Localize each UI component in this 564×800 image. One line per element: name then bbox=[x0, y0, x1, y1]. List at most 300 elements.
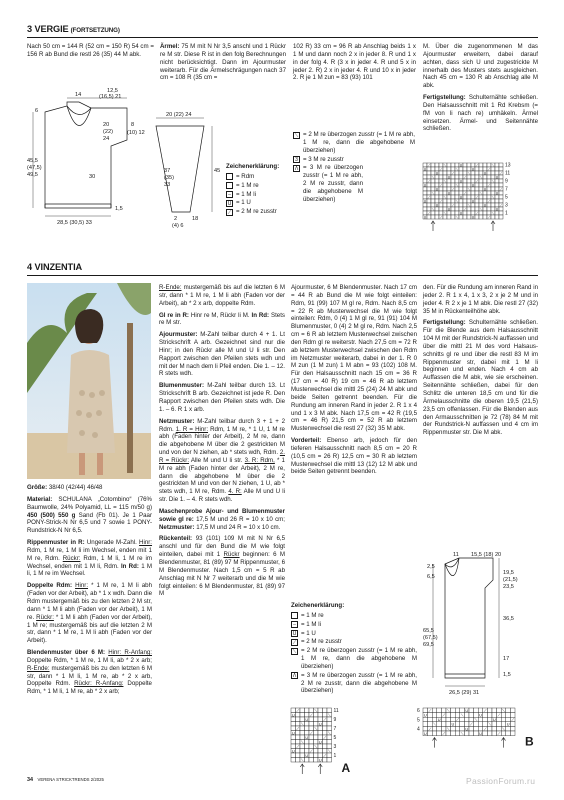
chart-cell bbox=[491, 207, 495, 211]
chart-symbol: U bbox=[318, 722, 322, 727]
chart-symbol: ⟍ bbox=[467, 203, 471, 208]
chart-cell bbox=[479, 179, 483, 183]
chart-cell bbox=[300, 744, 305, 749]
chart-cell bbox=[455, 187, 459, 191]
chart-cell bbox=[435, 183, 439, 187]
chart-cell bbox=[447, 195, 451, 199]
dim-left-h: 45,5 bbox=[27, 158, 38, 164]
dim-right-b: 17 bbox=[503, 656, 510, 662]
chart-symbol: ⟋ bbox=[428, 707, 432, 713]
chart-symbol: U bbox=[423, 730, 427, 736]
chart-symbol: ⟍ bbox=[474, 717, 478, 723]
chart-cell bbox=[491, 199, 495, 203]
chart-cell bbox=[475, 203, 479, 207]
chart-cell bbox=[506, 713, 511, 718]
chart-row-label: 6 bbox=[417, 708, 420, 715]
sleeve-top: 20 (22) 24 bbox=[166, 112, 192, 118]
chart-cell bbox=[431, 203, 435, 207]
knit-symbol-icon bbox=[291, 612, 298, 619]
chart-cell bbox=[471, 163, 475, 167]
chart-cell bbox=[435, 199, 439, 203]
chart-row-label: 1 bbox=[505, 210, 508, 217]
chart-cell bbox=[318, 753, 323, 758]
page-footer bbox=[27, 776, 104, 785]
chart-cell bbox=[455, 731, 460, 736]
repeat-arrow-icon bbox=[433, 738, 437, 748]
chart-cell bbox=[318, 717, 323, 722]
chart-symbol: ⟋ bbox=[463, 207, 467, 212]
chart-symbol: U bbox=[492, 717, 496, 723]
chart-cell bbox=[463, 171, 467, 175]
chart-cell bbox=[479, 211, 483, 215]
chart-cell bbox=[296, 740, 301, 745]
chart-cell bbox=[432, 731, 437, 736]
chart-cell bbox=[323, 744, 328, 749]
chart-symbol: ⟍ bbox=[460, 730, 464, 736]
chart-cell bbox=[463, 179, 467, 183]
chart-cell bbox=[483, 215, 487, 219]
chart-symbol: ⟍ bbox=[446, 707, 450, 713]
chart-cell bbox=[296, 722, 301, 727]
chart-cell bbox=[432, 713, 437, 718]
chart-cell bbox=[431, 167, 435, 171]
chart-cell bbox=[487, 211, 491, 215]
chart-cell bbox=[463, 187, 467, 191]
repeat-arrow-icon bbox=[431, 221, 435, 231]
chart-cell bbox=[474, 722, 479, 727]
chart-cell bbox=[463, 183, 467, 187]
chart-cell bbox=[432, 708, 437, 713]
repeat-arrow-icon bbox=[502, 738, 506, 748]
chart-cell bbox=[432, 726, 437, 731]
chart-symbol: ⟋ bbox=[499, 171, 503, 176]
dim-right-c: 1,5 bbox=[503, 672, 511, 678]
chart-cell bbox=[464, 713, 469, 718]
chart-symbol: U bbox=[451, 721, 455, 727]
dim-mid-a2: (22) bbox=[103, 129, 113, 135]
chart-cell bbox=[291, 744, 296, 749]
chart-cell bbox=[467, 191, 471, 195]
chart-cell bbox=[431, 187, 435, 191]
chart-cell bbox=[478, 722, 483, 727]
chart-cell bbox=[495, 215, 499, 219]
chart-cell bbox=[296, 713, 301, 718]
chart-cell bbox=[499, 163, 503, 167]
chart-cell bbox=[475, 175, 479, 179]
yarn-over-symbol-icon: U bbox=[227, 200, 232, 207]
chart-cell bbox=[318, 726, 323, 731]
chart-symbol: U bbox=[291, 713, 295, 718]
chart-cell bbox=[439, 195, 443, 199]
chart-cell bbox=[451, 179, 455, 183]
dim-left-b: 6,5 bbox=[427, 574, 435, 580]
chart-cell bbox=[463, 199, 467, 203]
chart-cell bbox=[492, 731, 497, 736]
chart-cell bbox=[435, 163, 439, 167]
chart-cell bbox=[495, 199, 499, 203]
chart-cell bbox=[296, 717, 301, 722]
purl-symbol-icon: – bbox=[226, 191, 233, 198]
chart-cell bbox=[463, 167, 467, 171]
chart-symbol: U bbox=[506, 721, 510, 727]
chart-cell bbox=[459, 183, 463, 187]
chart-symbol: ⟍ bbox=[314, 708, 318, 713]
chart-cell bbox=[447, 215, 451, 219]
chart-cell bbox=[455, 708, 460, 713]
chart-cell bbox=[291, 740, 296, 745]
chart-cell bbox=[447, 187, 451, 191]
chart-cell bbox=[479, 183, 483, 187]
chart-cell bbox=[487, 175, 491, 179]
chart-symbol: ⟋ bbox=[456, 717, 459, 723]
chart-cell bbox=[428, 731, 433, 736]
chart-symbol: U bbox=[459, 163, 463, 168]
chart-cell bbox=[291, 753, 296, 758]
sleeve-right: 45 bbox=[214, 168, 221, 174]
chart-cell bbox=[435, 215, 439, 219]
chart-cell bbox=[451, 211, 455, 215]
chart-symbol: ⟍ bbox=[300, 740, 304, 745]
chart-symbol: ⟍ bbox=[300, 722, 304, 727]
chart-cell bbox=[469, 708, 474, 713]
chart-cell bbox=[439, 179, 443, 183]
chart-cell bbox=[439, 191, 443, 195]
chart-cell bbox=[437, 708, 442, 713]
chart-cell bbox=[300, 708, 305, 713]
dim-left-a: 2,5 bbox=[427, 564, 435, 570]
chart-cell bbox=[459, 207, 463, 211]
chart-cell bbox=[510, 708, 515, 713]
chart-symbol: U bbox=[459, 211, 463, 216]
chart-cell bbox=[439, 207, 443, 211]
chart-symbol: ⟋ bbox=[439, 215, 443, 220]
chart-symbol: U bbox=[471, 199, 475, 204]
chart-symbol: ⟋ bbox=[511, 717, 515, 723]
chart-cell bbox=[439, 171, 443, 175]
chart-cell bbox=[309, 744, 314, 749]
chart-cell bbox=[427, 199, 431, 203]
chart-cell bbox=[469, 726, 474, 731]
chart-cell bbox=[443, 183, 447, 187]
chart-symbol: ⟍ bbox=[467, 187, 471, 192]
dim-mid-b: 8 bbox=[131, 122, 135, 128]
chart-cell bbox=[471, 187, 475, 191]
chart-symbol: ⟋ bbox=[469, 721, 473, 727]
chart-cell bbox=[499, 195, 503, 199]
chart-cell bbox=[499, 183, 503, 187]
chart-symbol: U bbox=[459, 195, 463, 200]
sleeve-h2: (35) bbox=[164, 175, 174, 181]
chart-symbol: ⟍ bbox=[467, 171, 471, 176]
chart-cell bbox=[309, 708, 314, 713]
chart-cell bbox=[506, 726, 511, 731]
chart-cell bbox=[506, 731, 511, 736]
chart-cell bbox=[464, 717, 469, 722]
chart-cell bbox=[475, 215, 479, 219]
dim-top-b: 12,5 bbox=[107, 88, 118, 94]
chart-cell bbox=[435, 179, 439, 183]
chart-cell bbox=[487, 195, 491, 199]
chart-cell bbox=[467, 207, 471, 211]
chart-cell bbox=[467, 183, 471, 187]
magazine-name: VERENA STRICKTRENDS 2/2025 bbox=[37, 777, 104, 782]
chart-cell bbox=[305, 744, 310, 749]
chart-cell bbox=[427, 175, 431, 179]
chart-cell bbox=[471, 175, 475, 179]
chart-cell bbox=[467, 163, 471, 167]
chart-symbol: ⟋ bbox=[451, 171, 455, 176]
vergie-sleeve-schematic bbox=[150, 112, 220, 230]
chart-cell bbox=[463, 163, 467, 167]
chart-symbol: ⟍ bbox=[446, 726, 450, 732]
chart-symbol: ⟋ bbox=[323, 735, 327, 740]
chart-symbol: ⟍ bbox=[491, 179, 495, 184]
chart-cell bbox=[487, 163, 491, 167]
chart-cell bbox=[510, 726, 515, 731]
chart-cell bbox=[491, 203, 495, 207]
chart-symbol: U bbox=[495, 191, 499, 196]
chart-symbol: U bbox=[423, 167, 427, 172]
chart-cell bbox=[479, 215, 483, 219]
chart-cell bbox=[459, 175, 463, 179]
sleeve-bottom-a: 2 bbox=[174, 216, 178, 222]
chart-cell bbox=[459, 187, 463, 191]
chart-cell bbox=[443, 199, 447, 203]
chart-row-label: 4 bbox=[417, 726, 420, 733]
chart-cell bbox=[475, 187, 479, 191]
chart-symbol: U bbox=[291, 731, 295, 736]
chart-cell bbox=[427, 183, 431, 187]
chart-cell bbox=[491, 191, 495, 195]
chart-cell bbox=[447, 211, 451, 215]
chart-cell bbox=[475, 183, 479, 187]
section-4-col-4: den. Für die Rundung am inneren Rand in jeder 2. R 1 x 4, 1 x 3, 2 x je 2 M und in jeder 4. R 2 x je 1 M abk. Die restl 27 (32) 35 M in Rückenteilhöhe abk. Fertigstellung: Schulternähte schließen. Für die Blende aus dem Halsausschnitt 104 M mit der Rundstrick-N auffassen und über die mittl 21 M des vord Halsausschnitts gl re und über die restl 83 M im Rippenmuster str, dabei mit 1 M li beginnen und enden. Nach 4 cm ab Auffassen die M abk, wie sie erscheinen. Seitennähte schließen, dabei für den Schlitz die unteren 18,5 cm und für die Ärmelausschnitte die oberen 19,5 (21,5) 23,5 cm offenlassen. Für die Blenden aus den Armausschnitten je 72 (78) 84 M mit der Rundstrick-N auffassen und 4 cm im Rippenmuster str. Die M abk. bbox=[423, 284, 538, 437]
skpo-symbol-icon: ⟍ bbox=[294, 132, 299, 139]
chart-cell bbox=[443, 215, 447, 219]
sk2po-symbol-icon: Λ bbox=[294, 165, 299, 172]
chart-cell bbox=[487, 207, 491, 211]
chart-cell bbox=[314, 717, 319, 722]
chart-cell bbox=[464, 731, 469, 736]
chart-symbol: U bbox=[465, 726, 469, 732]
chart-cell bbox=[487, 713, 492, 718]
chart-symbol: ⟋ bbox=[427, 179, 431, 184]
chart-cell bbox=[443, 191, 447, 195]
dim-center: 30 bbox=[89, 174, 96, 180]
chart-cell bbox=[467, 199, 471, 203]
chart-symbol: U bbox=[483, 171, 487, 176]
chart-cell bbox=[497, 722, 502, 727]
chart-row-label: 11 bbox=[505, 170, 511, 177]
chart-cell bbox=[309, 740, 314, 745]
chart-symbol: ⟋ bbox=[442, 712, 446, 718]
chart-symbol: ⟋ bbox=[499, 187, 503, 192]
section-4-title: 4 VINZENTIA bbox=[27, 262, 83, 272]
chart-cell bbox=[427, 215, 431, 219]
chart-cell bbox=[467, 211, 471, 215]
chart-cell bbox=[499, 199, 503, 203]
vinzentia-legend: Zeichenerklärung: = 1 M re – = 1 M li U = 1 U ⟋ = 2 M re zusstr ⟍ = 2 M re überzogen zusstr (= 1 M re abh, 1 M re, dann die abgehobene M überziehen) Λ = 3 M re überzogen zusstr (= 1 M re abh, 2 M re zusstr, dann die abgehobene M überziehen) bbox=[291, 602, 417, 695]
chart-cell bbox=[471, 171, 475, 175]
chart-symbol: ⟋ bbox=[475, 179, 479, 184]
chart-symbol: U bbox=[479, 730, 482, 736]
chart-cell bbox=[296, 758, 301, 763]
chart-cell bbox=[455, 175, 459, 179]
dim-bottom: 28,5 (30,5) 33 bbox=[57, 220, 92, 226]
chart-cell bbox=[327, 753, 332, 758]
chart-cell bbox=[305, 713, 310, 718]
chart-cell bbox=[506, 708, 511, 713]
chart-cell bbox=[463, 211, 467, 215]
chart-symbol: ⟍ bbox=[327, 749, 331, 754]
chart-cell bbox=[495, 171, 499, 175]
chart-symbol: U bbox=[437, 717, 441, 723]
chart-cell bbox=[318, 749, 323, 754]
chart-cell bbox=[463, 203, 467, 207]
chart-cell bbox=[437, 722, 442, 727]
chart-cell bbox=[439, 175, 443, 179]
sleeve-bottom-a2: (4) 6 bbox=[172, 223, 184, 229]
chart-cell bbox=[467, 195, 471, 199]
chart-cell bbox=[459, 215, 463, 219]
chart-symbol: ⟋ bbox=[451, 187, 455, 192]
chart-symbol: ⟋ bbox=[323, 717, 327, 722]
chart-cell bbox=[483, 183, 487, 187]
chart-cell bbox=[314, 758, 319, 763]
chart-symbol: ⟍ bbox=[491, 195, 495, 200]
chart-cell bbox=[447, 163, 451, 167]
chart-symbol: ⟍ bbox=[443, 195, 447, 200]
chart-cell bbox=[471, 195, 475, 199]
chart-symbol: ⟋ bbox=[296, 726, 300, 731]
chart-symbol: ⟋ bbox=[475, 163, 479, 168]
chart-cell bbox=[487, 726, 492, 731]
chart-cell bbox=[439, 203, 443, 207]
k2tog-symbol-icon: ⟋ bbox=[292, 639, 297, 646]
section-3-col-2: Ärmel: 75 M mit N Nr 3,5 anschl und 1 Rückr re M str. Diese R ist in den folg Berechnungen nicht berücksichtigt. Dann im Ajourmuster weiterarb. Für die Ärmelschrägungen nach 37 cm = 108 R (35 cm = bbox=[160, 43, 286, 82]
chart-cell bbox=[483, 179, 487, 183]
chart-symbol: U bbox=[447, 175, 451, 180]
chart-symbol: ⟍ bbox=[433, 721, 436, 727]
chart-cell bbox=[483, 175, 487, 179]
chart-cell bbox=[437, 731, 442, 736]
chart-symbol: ⟋ bbox=[428, 726, 432, 732]
chart-cell bbox=[487, 708, 492, 713]
chart-a bbox=[291, 708, 381, 776]
chart-cell bbox=[309, 726, 314, 731]
chart-cell bbox=[296, 731, 301, 736]
chart-cell bbox=[471, 207, 475, 211]
chart-cell bbox=[314, 722, 319, 727]
chart-cell bbox=[491, 175, 495, 179]
chart-cell bbox=[469, 731, 474, 736]
chart-cell bbox=[475, 207, 479, 211]
chart-symbol: ⟍ bbox=[455, 183, 459, 188]
chart-cell bbox=[423, 187, 427, 191]
chart-cell bbox=[428, 713, 433, 718]
vergie-legend-1: Zeichenerklärung: = Rdm = 1 M re – = 1 M li U = 1 U ⟋ = 2 M re zusstr bbox=[226, 163, 280, 216]
chart-cell bbox=[495, 183, 499, 187]
chart-symbol: ⟍ bbox=[431, 207, 435, 212]
chart-cell bbox=[314, 740, 319, 745]
chart-cell bbox=[487, 171, 491, 175]
chart-cell bbox=[497, 717, 502, 722]
chart-symbol: ⟋ bbox=[309, 731, 313, 736]
chart-cell bbox=[318, 708, 323, 713]
chart-cell bbox=[305, 758, 310, 763]
sleeve-h3: 33 bbox=[164, 182, 171, 188]
chart-cell bbox=[439, 211, 443, 215]
chart-cell bbox=[455, 195, 459, 199]
model-photo bbox=[27, 283, 151, 479]
chart-cell bbox=[300, 735, 305, 740]
chart-cell bbox=[459, 191, 463, 195]
chart-cell bbox=[499, 175, 503, 179]
chart-cell bbox=[314, 713, 319, 718]
chart-cell bbox=[323, 722, 328, 727]
chart-cell bbox=[431, 183, 435, 187]
chart-cell bbox=[296, 749, 301, 754]
chart-symbol: U bbox=[483, 187, 487, 192]
chart-cell bbox=[327, 735, 332, 740]
chart-cell bbox=[475, 171, 479, 175]
chart-cell bbox=[469, 713, 474, 718]
chart-cell bbox=[423, 175, 427, 179]
chart-cell bbox=[487, 179, 491, 183]
chart-cell bbox=[510, 722, 515, 727]
page-number: 34 bbox=[27, 777, 33, 783]
chart-cell bbox=[492, 708, 497, 713]
chart-symbol: U bbox=[447, 191, 451, 196]
chart-cell bbox=[467, 167, 471, 171]
chart-cell bbox=[323, 713, 328, 718]
chart-symbol: ⟋ bbox=[463, 191, 467, 196]
chart-cell bbox=[423, 195, 427, 199]
chart-cell bbox=[446, 717, 451, 722]
chart-symbol: ⟍ bbox=[502, 707, 505, 713]
chart-cell bbox=[467, 179, 471, 183]
chart-cell bbox=[455, 191, 459, 195]
k3tog-symbol-icon: 3 bbox=[293, 156, 300, 163]
chart-cell bbox=[451, 215, 455, 219]
chart-cell bbox=[467, 215, 471, 219]
chart-cell bbox=[475, 167, 479, 171]
chart-symbol: ⟋ bbox=[487, 215, 491, 220]
chart-cell bbox=[327, 717, 332, 722]
chart-cell bbox=[318, 735, 323, 740]
knit-symbol-icon bbox=[226, 182, 233, 189]
chart-cell bbox=[300, 717, 305, 722]
chart-symbol: ⟍ bbox=[314, 726, 318, 731]
chart-symbol: ⟍ bbox=[479, 207, 483, 212]
chart-symbol: U bbox=[471, 215, 475, 220]
chart-cell bbox=[483, 207, 487, 211]
chart-symbol: ⟍ bbox=[443, 211, 447, 216]
chart-cell bbox=[435, 211, 439, 215]
chart-symbol: ⟋ bbox=[427, 195, 431, 200]
chart-cell bbox=[447, 199, 451, 203]
chart-cell bbox=[455, 726, 460, 731]
chart-cell bbox=[459, 199, 463, 203]
chart-cell bbox=[487, 731, 492, 736]
chart-cell bbox=[451, 191, 455, 195]
chart-cell bbox=[501, 713, 506, 718]
section-3-title: 3 VERGIE (FORTSETZUNG) bbox=[27, 24, 120, 34]
chart-cell bbox=[300, 726, 305, 731]
chart-cell bbox=[483, 195, 487, 199]
chart-cell bbox=[327, 708, 332, 713]
chart-cell bbox=[296, 753, 301, 758]
